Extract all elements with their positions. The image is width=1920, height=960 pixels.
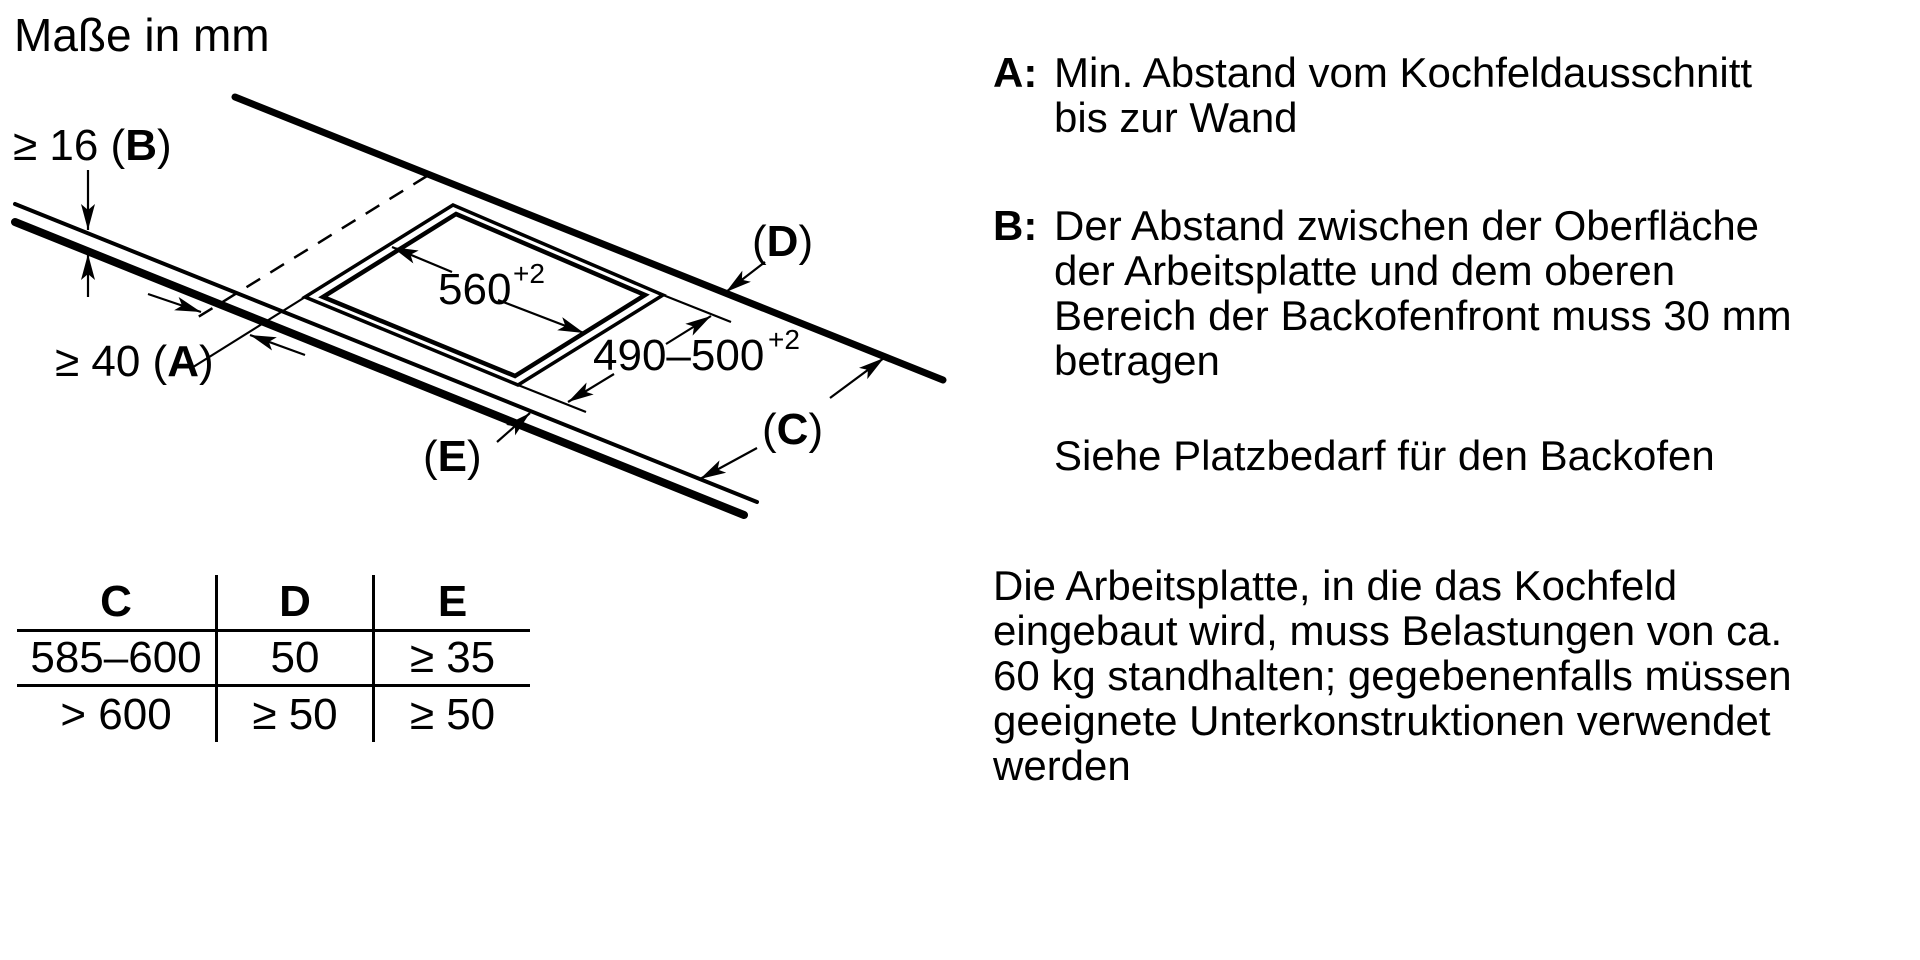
note-b-label: B: <box>993 202 1038 249</box>
note-a <box>993 50 1752 140</box>
table-header-d: D <box>218 575 375 632</box>
table-cell-e2: ≥ 50 <box>409 689 496 739</box>
note-b <box>993 203 1792 383</box>
width-dim-tolerance: +2 <box>513 258 545 289</box>
load-note-line: werden <box>993 742 1131 789</box>
load-note-line: eingebaut wird, muss Belastungen von ca. <box>993 607 1783 654</box>
table-cell-d2: ≥ 50 <box>218 687 375 742</box>
c-leader-arrow-front <box>700 448 757 479</box>
cutout-right-edge-extension-line <box>663 295 731 322</box>
note-b-line: Bereich der Backofenfront muss 30 mm <box>1054 292 1792 339</box>
note-b-line: betragen <box>1054 337 1220 384</box>
thickness-dim-label: ≥ 16 (B) <box>13 121 172 170</box>
notes-column <box>993 0 1873 960</box>
table-cell-e1: ≥ 35 <box>375 632 530 687</box>
depth-dim-tolerance: +2 <box>768 324 800 355</box>
page-title: Maße in mm <box>14 9 270 61</box>
table-cell-c2: > 600 <box>17 687 218 742</box>
depth-dim-value: 490–500 <box>593 331 765 380</box>
note-a-line: Min. Abstand vom Kochfeldausschnitt <box>1054 49 1753 96</box>
table-header-e: E <box>375 575 530 632</box>
note-b-line: Der Abstand zwischen der Oberfläche <box>1054 202 1760 249</box>
table-cell-d1: 50 <box>218 632 375 687</box>
table-header-c: C <box>17 575 218 632</box>
note-a-line: bis zur Wand <box>1054 94 1298 141</box>
load-note-line: Die Arbeitsplatte, in die das Kochfeld <box>993 562 1678 609</box>
wall-dim-label: ≥ 40 (A) <box>55 337 214 386</box>
note-a-label: A: <box>993 49 1038 96</box>
d-label: (D) <box>752 217 814 266</box>
dimension-table <box>17 575 530 742</box>
see-also-note: Siehe Platzbedarf für den Backofen <box>1054 432 1715 479</box>
c-label: (C) <box>762 405 824 454</box>
table-cell-c1: 585–600 <box>17 632 218 687</box>
width-dim-value: 560 <box>438 265 512 314</box>
c-leader-arrow-back <box>830 358 884 398</box>
e-label: (E) <box>423 432 482 481</box>
d-leader-arrow <box>726 262 765 292</box>
load-capacity-note <box>993 563 1792 788</box>
note-b-line: der Arbeitsplatte und dem oberen <box>1054 247 1676 294</box>
load-note-line: geeignete Unterkonstruktionen verwendet <box>993 697 1771 744</box>
load-note-line: 60 kg standhalten; gegebenenfalls müssen <box>993 652 1792 699</box>
